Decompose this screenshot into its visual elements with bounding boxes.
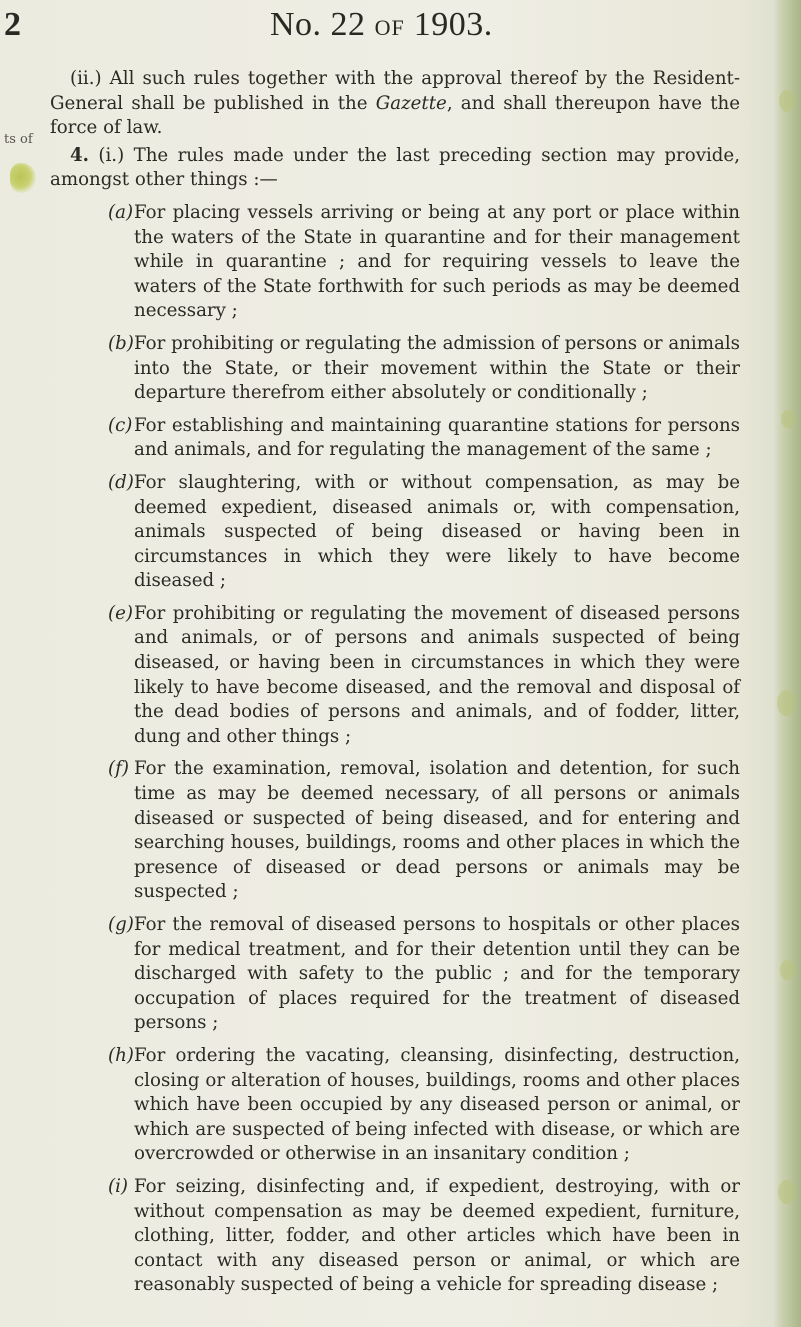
item-label: (d) bbox=[108, 471, 134, 493]
act-title: No. 22 bbox=[270, 6, 366, 43]
section-sub-number: (i.) bbox=[98, 144, 125, 166]
item-label: (a) bbox=[108, 201, 134, 223]
subsection-ii bbox=[50, 67, 740, 141]
list-item bbox=[50, 471, 740, 594]
list-item bbox=[50, 913, 740, 1036]
item-label: (f) bbox=[108, 758, 129, 780]
section-4 bbox=[50, 144, 740, 193]
item-text: For prohibiting or regulating the movement of diseased persons and animals, or of persons and animals suspected of being diseased, or having been in circumstances in which they were likely to have become diseased, and the removal and disposal of the dead bodies of persons and animals, and of fodder, litter, dung and other things ; bbox=[134, 602, 740, 747]
item-text: For prohibiting or regulating the admission of persons or animals into the State, or their movement within the State or their departure therefrom either absolutely or conditionally ; bbox=[134, 332, 740, 404]
item-text: For the examination, removal, isolation and detention, for such time as may be deemed necessary, of all persons or animals diseased or suspected of being diseased, and for entering and searching houses, buildings, rooms and other places in which the presence of diseased or dead persons or animals may be suspected ; bbox=[134, 758, 740, 903]
list-item bbox=[50, 602, 740, 750]
item-text: For ordering the vacating, cleansing, disinfecting, destruction, closing or alteration of houses, buildings, rooms and other places which have been occupied by any diseased person or animal, or which are suspected of being infected with disease, or which are overcrowded or otherwise in an insanitary condition ; bbox=[134, 1044, 740, 1165]
subsection-text: All such rules together with the approval thereof by the Resident-General shall be published in the bbox=[50, 68, 740, 114]
stain-spot bbox=[781, 410, 795, 428]
paper-stain bbox=[10, 163, 36, 193]
list-item bbox=[50, 1175, 740, 1298]
section-text: The rules made under the last preceding section may provide, amongst other things :— bbox=[50, 144, 740, 191]
item-text: For the removal of diseased persons to hospitals or other places for medical treatment, and for their detention until they can be discharged with safety to the public ; and for the temporary occupation of places required for the treatment of diseased persons ; bbox=[134, 914, 740, 1034]
item-text: For establishing and maintaining quarantine stations for persons and animals, and for regulating the management of the same ; bbox=[134, 414, 740, 461]
list-item bbox=[50, 201, 740, 324]
list-item bbox=[50, 1044, 740, 1167]
item-label: (h) bbox=[108, 1044, 134, 1066]
item-label: (g) bbox=[108, 914, 134, 935]
body-text bbox=[50, 67, 740, 1298]
stain-spot bbox=[778, 1180, 795, 1204]
running-head bbox=[270, 6, 493, 44]
item-text: For seizing, disinfecting and, if expedient, destroying, with or without compensation as may be deemed expedient, furniture, clothing, litter, fodder, and other articles which have been in contact with any diseased person or animal, or which are reasonably suspected of being a vehicle for spreading disease ; bbox=[134, 1175, 740, 1296]
page-number: 2 bbox=[4, 6, 21, 43]
page-edge-discoloration bbox=[773, 0, 801, 1327]
item-label: (e) bbox=[108, 602, 133, 624]
stain-spot bbox=[777, 690, 795, 716]
item-text: For placing vessels arriving or being at any port or place within the waters of the State in quarantine and for their management while in quarantine ; and for requiring vessels to leave the waters of the State forthwith for such periods as may be deemed necessary ; bbox=[134, 201, 740, 322]
list-item bbox=[50, 757, 740, 905]
subsection-text-end: , and shall thereupon have the force of law. bbox=[50, 92, 740, 139]
subsection-number: (ii.) bbox=[70, 68, 102, 89]
page-header bbox=[0, 6, 801, 50]
item-label: (c) bbox=[108, 414, 133, 436]
list-item bbox=[50, 414, 740, 463]
stain-spot bbox=[779, 90, 795, 112]
item-label: (i) bbox=[108, 1175, 129, 1197]
item-text: For slaughtering, with or without compensation, as may be deemed expedient, diseased animals or, with compensation, animals suspected of being diseased or having been in circumstances in which they were likely to have become diseased ; bbox=[134, 471, 740, 592]
margin-note: ts of bbox=[4, 132, 33, 147]
stain-spot bbox=[780, 960, 795, 980]
item-label: (b) bbox=[108, 332, 134, 354]
act-of: OF bbox=[374, 15, 405, 40]
section-number: 4. bbox=[70, 144, 89, 166]
list-item bbox=[50, 332, 740, 406]
act-year: 1903. bbox=[413, 6, 493, 43]
gazette-word: Gazette bbox=[375, 92, 447, 114]
